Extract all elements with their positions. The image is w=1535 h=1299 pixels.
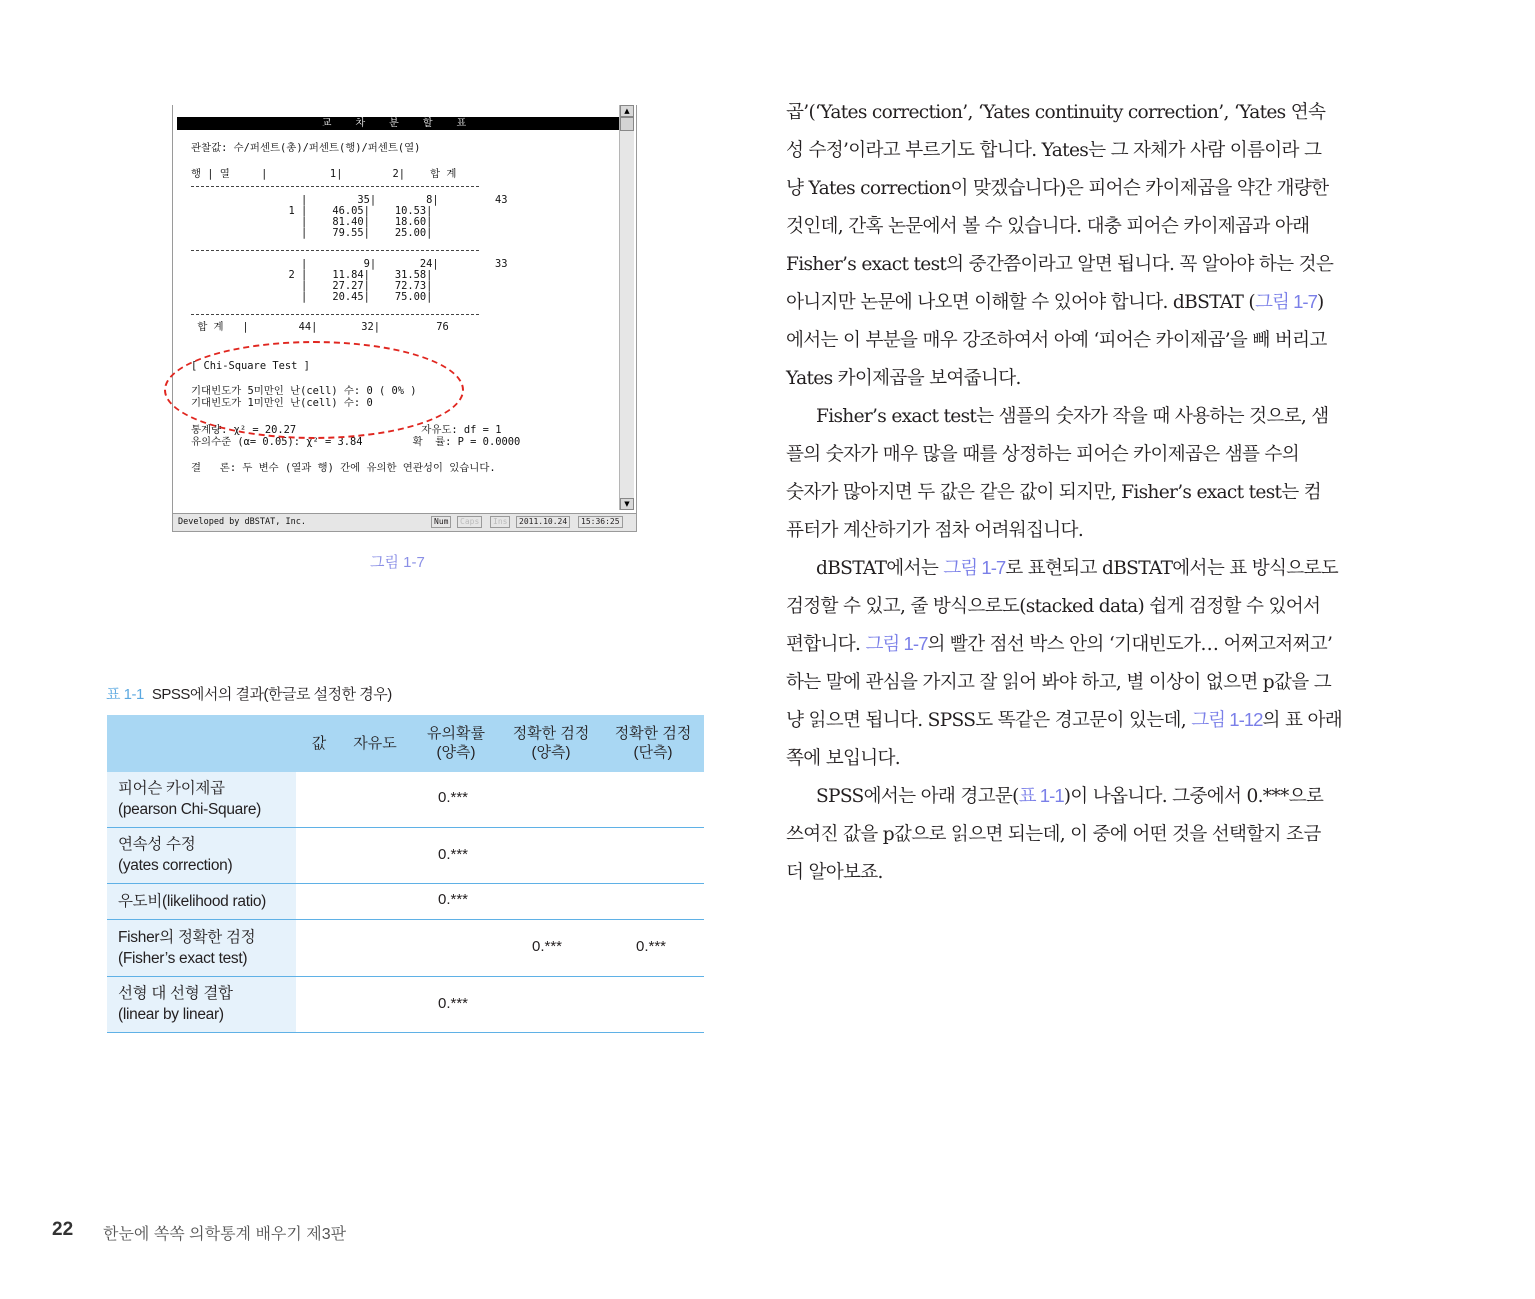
- text-line: 퓨터가 계산하기가 점차 어려워집니다.: [786, 520, 1084, 541]
- figure-caption: 그림 1-7: [370, 554, 425, 571]
- table-row: [107, 828, 704, 884]
- row-sublabel: (Fisher’s exact test): [118, 950, 248, 967]
- book-title: 한눈에 쏙쏙 의학통계 배우기 제3판: [103, 1226, 347, 1243]
- text-line: 것인데, 간혹 논문에서 볼 수 있습니다. 대충 피어슨 카이제곱과 아래: [786, 216, 1310, 237]
- vertical-scrollbar[interactable]: [619, 105, 634, 510]
- row-sublabel: (pearson Chi-Square): [118, 801, 262, 818]
- sig-value: 0.***: [438, 846, 469, 863]
- expected-freq-line: 기대빈도가 1미만인 난(cell) 수: 0: [191, 397, 373, 409]
- dbstat-crosstab-window: [172, 105, 637, 532]
- table-row: [107, 884, 704, 920]
- row-label: 우도비(likelihood ratio): [118, 893, 267, 910]
- exact-2sided-value: 0.***: [532, 938, 563, 955]
- status-bar: [173, 513, 636, 531]
- caps-indicator: Caps: [457, 516, 482, 528]
- text-line: 편합니다. 그림 1-7의 빨간 점선 박스 안의 ‘기대빈도가… 어쩌고저쩌고’: [786, 633, 1333, 655]
- row-label: Fisher의 정확한 검정: [118, 929, 256, 946]
- scroll-up-icon[interactable]: ▲: [620, 105, 634, 117]
- table-row: | 20.45| 75.00|: [251, 291, 433, 303]
- row-sublabel: (yates correction): [118, 857, 233, 874]
- sig-value: 0.***: [438, 995, 469, 1012]
- text-line: 아니지만 논문에 나오면 이해할 수 있어야 합니다. dBSTAT (그림 1-7): [786, 291, 1324, 313]
- date-indicator: 2011.10.24: [516, 516, 570, 528]
- row-label: 피어슨 카이제곱: [118, 780, 225, 797]
- header-sig-2sided: 유의확률 (양측): [427, 725, 485, 761]
- expected-freq-line: 기대빈도가 5미만인 난(cell) 수: 0 ( 0% ): [191, 385, 417, 397]
- header-line: 행 | 열 | 1| 2| 합 계: [191, 168, 457, 180]
- table-reference-link[interactable]: 표 1-1: [1018, 785, 1064, 806]
- text-line: Fisher’s exact test는 샘플의 숫자가 작을 때 사용하는 것으로, 샘: [816, 406, 1329, 427]
- text-line: 하는 말에 관심을 가지고 잘 읽어 봐야 하고, 별 이상이 없으면 p값을 그: [786, 672, 1332, 693]
- table-row: 2 | 11.84| 31.58|: [251, 269, 433, 281]
- sig-value: 0.***: [438, 891, 469, 908]
- ins-indicator: Ins: [490, 516, 510, 528]
- statistic-line: 통계량: χ² = 20.27 자유도: df = 1: [191, 424, 502, 436]
- text-line: 에서는 이 부분을 매우 강조하여서 아예 ‘피어슨 카이제곱’을 빼 버리고: [786, 330, 1327, 351]
- row-label: 연속성 수정: [118, 836, 196, 853]
- text-line: 더 알아보죠.: [786, 862, 883, 883]
- divider: [191, 314, 479, 315]
- figure-reference-link[interactable]: 그림 1-7: [865, 633, 928, 654]
- table-caption: [106, 683, 392, 704]
- table-row: | 27.27| 72.73|: [251, 280, 433, 292]
- highlight-oval: [164, 341, 464, 439]
- time-indicator: 15:36:25: [578, 516, 623, 528]
- header-value: 값: [311, 735, 327, 752]
- sig-value: 0.***: [438, 789, 469, 806]
- text-line: 플의 숫자가 매우 많을 때를 상정하는 피어슨 카이제곱은 샘플 수의: [786, 444, 1299, 465]
- page-number: 22: [52, 1219, 74, 1240]
- divider: [191, 250, 479, 251]
- window-title: 교 차 분 할 표: [177, 117, 620, 130]
- table-row: | 9| 24| 33: [251, 258, 508, 270]
- observed-label: 관찰값: 수/퍼센트(총)/퍼센트(행)/퍼센트(열): [191, 142, 421, 154]
- table-row: | 79.55| 25.00|: [251, 227, 433, 239]
- significance-line: 유의수준 (α= 0.05): χ² = 3.84 확 률: P = 0.0000: [191, 436, 521, 448]
- figure-reference-link[interactable]: 그림 1-12: [1191, 709, 1263, 730]
- text-line: 냥 Yates correction이 맞겠습니다)은 피어슨 카이제곱을 약간 개량한: [786, 178, 1329, 199]
- table-header: [107, 715, 704, 772]
- header-exact-1sided: 정확한 검정 (단측): [614, 725, 692, 761]
- table-caption-text: SPSS에서의 결과(한글로 설정한 경우): [151, 686, 392, 703]
- table-row: 1 | 46.05| 10.53|: [251, 205, 433, 217]
- text-line: 검정할 수 있고, 줄 방식으로도(stacked data) 쉽게 검정할 수 있어서: [786, 596, 1321, 617]
- text-line: 숫자가 많아지면 두 값은 같은 값이 되지만, Fisher’s exact test는 컴: [786, 482, 1322, 503]
- table-row: [107, 772, 704, 828]
- text-line: 쪽에 보입니다.: [786, 748, 900, 769]
- text-line: 쓰여진 값을 p값으로 읽으면 되는데, 이 중에 어떤 것을 선택할지 조금: [786, 824, 1321, 845]
- table-row: | 35| 8| 43: [251, 194, 508, 206]
- scroll-thumb[interactable]: [620, 117, 634, 131]
- text-line: dBSTAT에서는 그림 1-7로 표현되고 dBSTAT에서는 표 방식으로도: [816, 557, 1339, 579]
- text-line: 곱’(‘Yates correction’, ‘Yates continuity correction’, ‘Yates 연속: [786, 102, 1326, 123]
- table-row: [107, 920, 704, 977]
- text-line: Fisher’s exact test의 중간쯤이라고 알면 됩니다. 꼭 알아야 하는 것은: [786, 254, 1334, 275]
- row-label: 선형 대 선형 결합: [118, 985, 233, 1002]
- header-df: 자유도: [353, 735, 397, 752]
- divider: [191, 186, 479, 187]
- table-caption-label: 표 1-1: [106, 686, 144, 703]
- text-line: 성 수정’이라고 부르기도 합니다. Yates는 그 자체가 사람 이름이라 그: [786, 140, 1322, 161]
- exact-1sided-value: 0.***: [636, 938, 667, 955]
- num-indicator: Num: [431, 516, 451, 528]
- conclusion-line: 결 론: 두 변수 (열과 행) 간에 유의한 연관성이 있습니다.: [191, 462, 496, 474]
- total-row: 합 계 | 44| 32| 76: [191, 321, 449, 333]
- text-line: 냥 읽으면 됩니다. SPSS도 똑같은 경고문이 있는데, 그림 1-12의 표 아래: [786, 709, 1342, 731]
- text-line: Yates 카이제곱을 보여줍니다.: [786, 368, 1021, 389]
- chi-square-heading: [ Chi-Square Test ]: [191, 360, 310, 372]
- table-row: [107, 977, 704, 1033]
- developer-label: Developed by dBSTAT, Inc.: [178, 517, 306, 527]
- row-sublabel: (linear by linear): [118, 1006, 224, 1023]
- figure-reference-link[interactable]: 그림 1-7: [943, 557, 1006, 578]
- table-row: | 81.40| 18.60|: [251, 216, 433, 228]
- figure-reference-link[interactable]: 그림 1-7: [1254, 291, 1317, 312]
- header-exact-2sided: 정확한 검정 (양측): [512, 725, 590, 761]
- scroll-down-icon[interactable]: ▼: [620, 498, 634, 510]
- text-line: SPSS에서는 아래 경고문(표 1-1)이 나옵니다. 그중에서 0.***으로: [816, 785, 1324, 807]
